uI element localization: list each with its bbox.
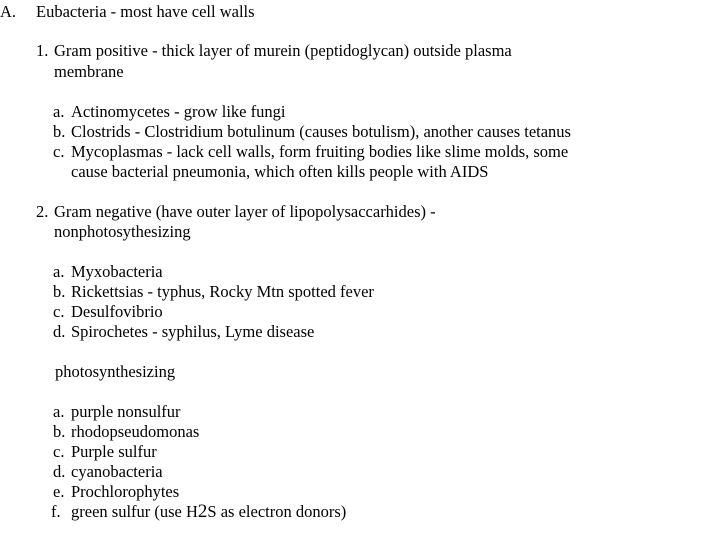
photo-a-marker: a. (53, 402, 65, 421)
item-1c-line1: Mycoplasmas - lack cell walls, form fruiting bodies like slime molds, some (71, 142, 569, 161)
photo-b-marker: b. (53, 422, 66, 441)
item-2d-text: Spirochetes - syphilus, Lyme disease (71, 322, 315, 341)
item-1a-marker: a. (53, 102, 65, 121)
item-2a-marker: a. (53, 262, 65, 281)
item-1-line2: membrane (54, 62, 124, 81)
item-2-marker: 2. (36, 202, 49, 221)
item-1c-marker: c. (53, 142, 65, 161)
item-1b-text: Clostrids - Clostridium botulinum (causes botulism), another causes tetanus (71, 122, 571, 141)
item-1b-marker: b. (53, 122, 66, 141)
section-title: Eubacteria - most have cell walls (36, 2, 255, 21)
photo-e-marker: e. (53, 482, 65, 501)
item-1a-text: Actinomycetes - grow like fungi (71, 102, 286, 121)
item-2b-marker: b. (53, 282, 66, 301)
item-2d-marker: d. (53, 322, 66, 341)
item-2b-text: Rickettsias - typhus, Rocky Mtn spotted fever (71, 282, 374, 301)
photo-a-text: purple nonsulfur (71, 402, 181, 421)
item-2a-text: Myxobacteria (71, 262, 163, 281)
photo-f-text-after: S as electron donors) (207, 502, 347, 521)
item-1-line1: Gram positive - thick layer of murein (peptidoglycan) outside plasma (54, 41, 512, 60)
photosynthesizing-heading: photosynthesizing (55, 362, 176, 381)
photo-c-text: Purple sulfur (71, 442, 157, 461)
item-2c-text: Desulfovibrio (71, 302, 163, 321)
item-2-line2: nonphotosythesizing (54, 222, 191, 241)
photo-f-subscript: 2 (197, 501, 208, 522)
photo-f-marker: f. (51, 502, 61, 521)
section-marker: A. (0, 2, 17, 21)
item-2-line1: Gram negative (have outer layer of lipopolysaccarhides) - (54, 202, 436, 221)
photo-d-marker: d. (53, 462, 66, 481)
photo-d-text: cyanobacteria (71, 462, 163, 481)
photo-f-text (71, 502, 346, 522)
item-2c-marker: c. (53, 302, 65, 321)
photo-e-text: Prochlorophytes (71, 482, 180, 501)
photo-c-marker: c. (53, 442, 65, 461)
photo-b-text: rhodopseudomonas (71, 422, 200, 441)
item-1c-line2: cause bacterial pneumonia, which often kills people with AIDS (71, 162, 489, 181)
photo-f-text-before: green sulfur (use H (71, 502, 198, 521)
item-1-marker: 1. (36, 41, 49, 60)
